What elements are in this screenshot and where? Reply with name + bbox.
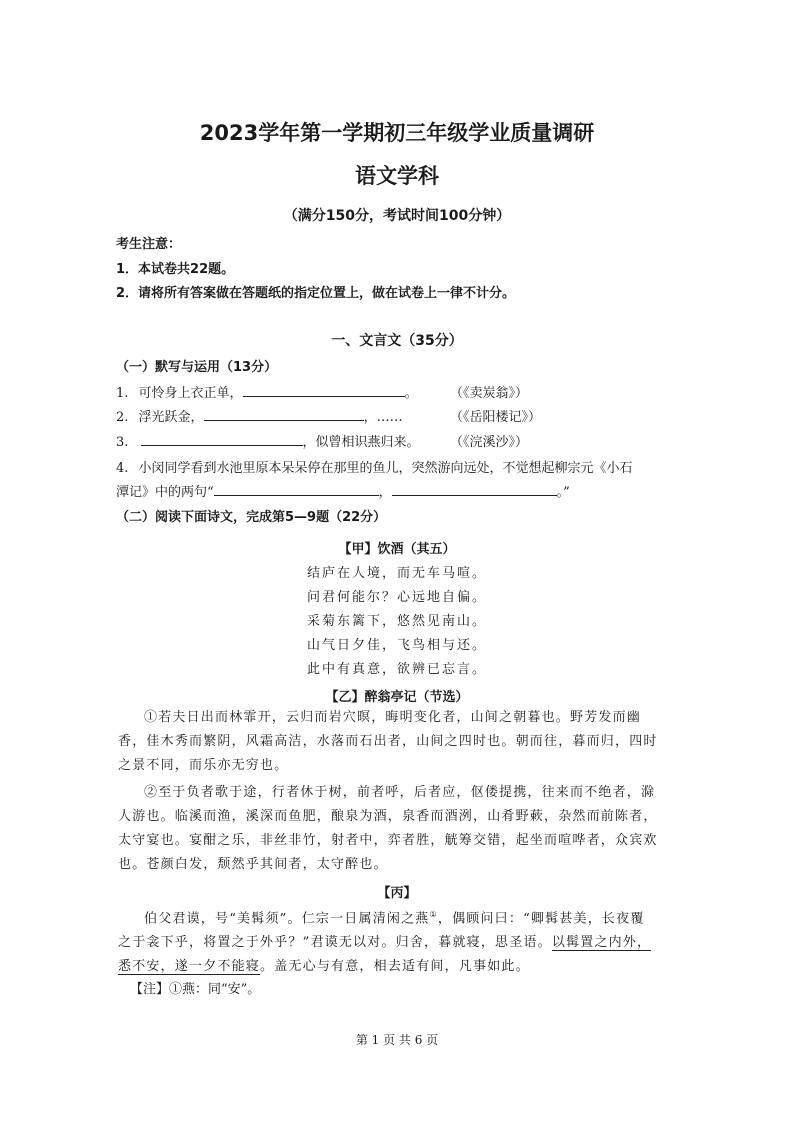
passage-text: ，偶顾问曰：“卿髯甚美，长夜覆之于衾下乎，将置之于外乎？”君谟无以对。归舍，暮就寝，思圣语。 — [118, 911, 645, 951]
question-4-line2 — [116, 481, 570, 500]
subject-title: 语文学科 — [355, 164, 439, 188]
question-2-source: （《岳阳楼记》） — [450, 410, 542, 425]
prose-title: 【乙】醉翁亭记（节选） — [325, 690, 469, 705]
question-text: 可怜身上衣正单， — [138, 386, 243, 401]
part1-heading: （一）默写与运用（13分） — [116, 360, 278, 375]
answer-blank — [214, 483, 379, 496]
question-text: 潭记》中的两句“ — [116, 485, 214, 500]
poem-line: 采菊东篱下，悠然见南山。 — [306, 614, 487, 629]
answer-blank — [204, 408, 364, 421]
page-number: 第 1 页 共 6 页 — [355, 1033, 439, 1047]
poem-line: 问君何能尔？心远地自偏。 — [306, 590, 487, 605]
question-3-source: （《浣溪沙》） — [450, 435, 529, 450]
question-end: ，…… — [363, 410, 403, 425]
question-end: ，似曾相识燕归来。 — [302, 435, 420, 450]
passage-text: 伯父君谟，号“美髯须”。仁宗一日属清闲之燕 — [144, 911, 430, 927]
question-number: 1. — [116, 386, 129, 401]
question-4 — [116, 457, 633, 476]
prose-paragraph-2: ②至于负者歌于途，行者休于树，前者呼，后者应，伛偻提携，往来而不绝者，滁人游也。临溪而渔，溪深而鱼肥，酿泉为酒，泉香而酒洌，山肴野蔌，杂然而前陈者，太守宴也。宴酣之乐，非丝非竹，射者中，弈者胜，觥筹交错，起坐而喧哗者，众宾欢也。苍颜白发，颓然乎其间者，太守醉也。 — [118, 785, 658, 872]
passage-text: 。盖无心与有意，相去适有间，凡事如此。 — [260, 959, 530, 975]
passage-bing-text — [118, 903, 658, 979]
question-text: 。” — [556, 485, 570, 500]
question-text: 小闵同学看到水池里原本呆呆停在那里的鱼儿，突然游向远处，不觉想起柳宗元《小石 — [138, 461, 633, 476]
answer-blank — [141, 433, 303, 446]
poem-line: 结庐在人境，而无车马喧。 — [306, 566, 487, 581]
part2-heading: （二）阅读下面诗文，完成第5—9题（22分） — [116, 510, 387, 525]
notice-item-2: 2．请将所有答案做在答题纸的指定位置上，做在试卷上一律不计分。 — [116, 286, 516, 301]
underlined-sentence: 以髯置之内外，悉不安，遂一夕不能寝 — [118, 935, 652, 975]
question-number: 2. — [116, 410, 129, 425]
question-end: 。 — [404, 386, 418, 401]
poem-line: 山气日夕佳，飞鸟相与还。 — [306, 638, 487, 653]
notice-heading: 考生注意： — [116, 237, 182, 252]
question-1 — [116, 382, 418, 401]
question-3 — [116, 431, 420, 450]
prose-paragraph-1: ①若夫日出而林霏开，云归而岩穴暝，晦明变化者，山间之朝暮也。野芳发而幽香，佳木秀而繁阴，风霜高洁，水落而石出者，山间之四时也。朝而往，暮而归，四时之景不同，而乐亦无穷也。 — [118, 710, 658, 773]
notice-item-1: 1．本试卷共22题。 — [116, 262, 235, 277]
answer-blank — [392, 483, 557, 496]
question-number: 4. — [116, 461, 129, 476]
footnote: 【注】①燕：同“安”。 — [130, 982, 261, 997]
section-title: 一、文言文（35分） — [331, 333, 463, 349]
answer-blank — [243, 384, 405, 397]
poem-line: 此中有真意，欲辨已忘言。 — [306, 662, 487, 677]
exam-info: （满分150分，考试时间100分钟） — [283, 208, 511, 224]
question-number: 3. — [116, 435, 129, 450]
question-1-source: （《卖炭翁》） — [450, 386, 529, 401]
exam-title: 2023学年第一学期初三年级学业质量调研 — [199, 121, 595, 145]
question-2 — [116, 406, 403, 425]
footnote-mark: ① — [429, 910, 438, 919]
question-text: 浮光跃金， — [138, 410, 204, 425]
passage-bing-title: 【丙】 — [377, 886, 417, 901]
poem-title: 【甲】饮酒（其五） — [338, 542, 456, 557]
question-text: ， — [378, 485, 392, 500]
